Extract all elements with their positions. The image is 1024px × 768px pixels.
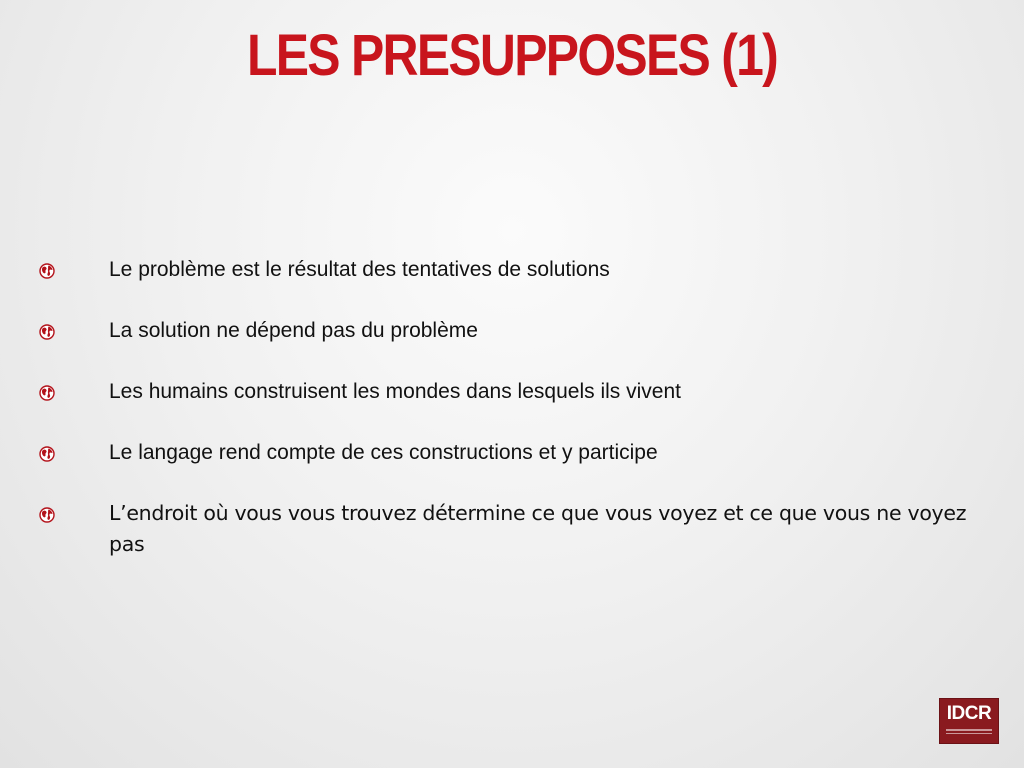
globe-icon — [39, 507, 55, 523]
bullet-item — [0, 498, 1024, 560]
bullet-text: Le problème est le résultat des tentatives de solutions — [109, 258, 610, 281]
logo-text: IDCR — [946, 703, 992, 724]
globe-icon — [39, 385, 55, 401]
bullet-item — [0, 254, 1024, 285]
bullet-text: Le langage rend compte de ces constructions et y participe — [109, 441, 658, 464]
logo-fine-print — [946, 729, 992, 739]
slide-title: LES PRESUPPOSES (1) — [246, 23, 778, 88]
bullet-text: Les humains construisent les mondes dans lesquels ils vivent — [109, 380, 681, 403]
globe-icon — [39, 446, 55, 462]
bullet-item — [0, 437, 1024, 468]
bullet-text: La solution ne dépend pas du problème — [109, 319, 478, 342]
bullet-list — [0, 254, 1024, 590]
globe-icon — [39, 263, 55, 279]
bullet-item — [0, 376, 1024, 407]
bullet-text: L’endroit où vous vous trouvez détermine ce que vous voyez et ce que vous ne voyez pas — [109, 501, 967, 556]
globe-icon — [39, 324, 55, 340]
idcr-logo — [939, 698, 999, 744]
bullet-item — [0, 315, 1024, 346]
